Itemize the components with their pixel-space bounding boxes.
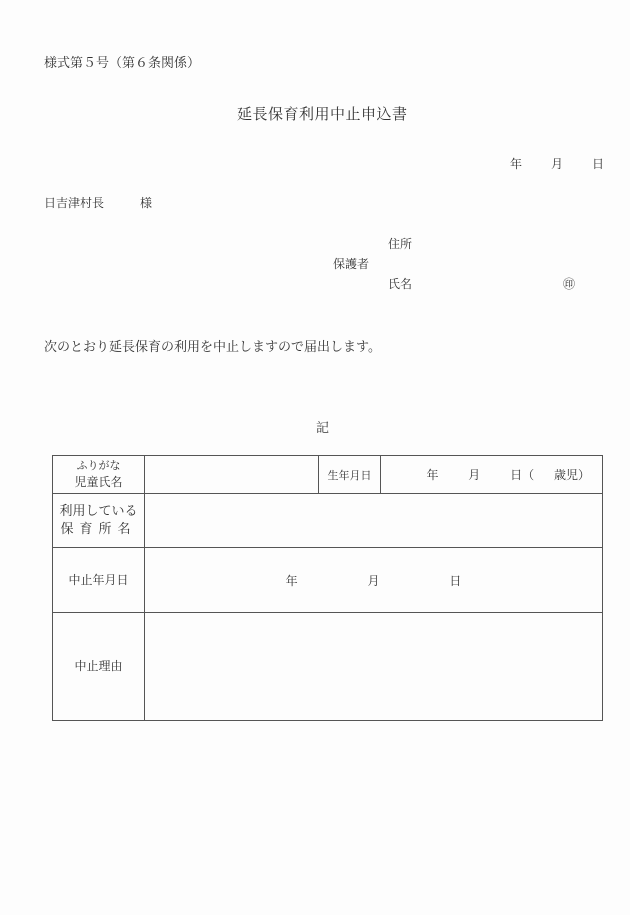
stop-year-label: 年 (285, 573, 298, 588)
page-title: 延長保育利用中止申込書 (237, 105, 408, 123)
nursery-label-cell (53, 494, 145, 548)
name-label: 氏名 (388, 277, 413, 291)
child-name-label: 児童氏名 (74, 474, 123, 489)
table-row-stop-date (53, 548, 603, 613)
birth-day-label: 日（ (510, 468, 535, 482)
birthdate-field[interactable] (381, 456, 603, 494)
birth-year-label: 年 (426, 468, 439, 482)
table-row-reason (53, 613, 603, 721)
seal-icon: ㊞ (563, 277, 576, 291)
stop-month-label: 月 (367, 573, 380, 588)
birthdate-label: 生年月日 (319, 456, 381, 494)
reason-label: 中止理由 (53, 613, 145, 721)
date-month-label: 月 (551, 157, 564, 171)
age-label: 歳児） (553, 468, 590, 482)
date-year-label: 年 (510, 157, 523, 171)
date-day-label: 日 (592, 157, 605, 171)
stop-date-field[interactable] (145, 548, 603, 613)
table-row-child-name (53, 456, 603, 494)
form-number: 様式第５号（第６条関係） (44, 56, 201, 71)
addressee-name: 日吉津村長 (44, 196, 105, 210)
child-name-field[interactable] (145, 456, 319, 494)
table-row-nursery (53, 494, 603, 548)
application-table (52, 455, 603, 721)
address-label: 住所 (388, 237, 413, 251)
reason-field[interactable] (145, 613, 603, 721)
guardian-label: 保護者 (333, 257, 370, 271)
birth-month-label: 月 (468, 468, 481, 482)
stop-day-label: 日 (449, 573, 462, 588)
statement-text: 次のとおり延長保育の利用を中止しますので届出します。 (44, 340, 381, 355)
furigana-label: ふりがな (76, 458, 121, 472)
nursery-name-field[interactable] (145, 494, 603, 548)
stop-date-label: 中止年月日 (53, 548, 145, 613)
child-name-label-cell (53, 456, 145, 494)
nursery-label-top: 利用している (59, 503, 138, 519)
addressee-honorific: 様 (140, 196, 153, 210)
ki-heading: 記 (316, 421, 330, 436)
nursery-label: 保育所名 (60, 521, 137, 537)
